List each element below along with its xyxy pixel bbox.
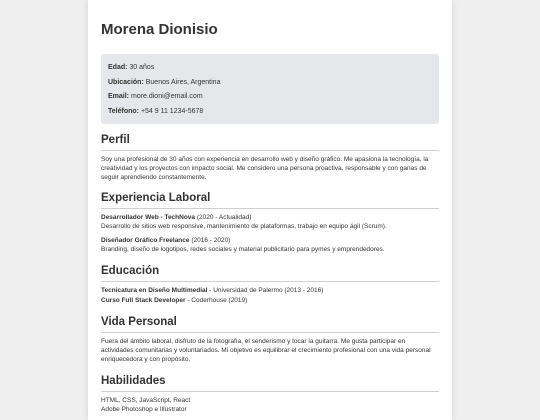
section-title-habilidades: Habilidades xyxy=(101,374,439,392)
section-title-vida-personal: Vida Personal xyxy=(101,315,439,333)
job-item: Desarrollador Web - TechNova (2020 - Actualidad) Desarrollo de sitios web responsive, mantenimiento de plataformas, trabajo en equipo ágil (Scrum). xyxy=(101,214,387,231)
info-edad: Edad: 30 años xyxy=(108,64,155,71)
job-item: Diseñador Gráfico Freelance (2016 - 2020) Branding, diseño de logotipos, redes sociales y material publicitario para pymes y emprendedores. xyxy=(101,236,385,253)
section-habilidades xyxy=(101,374,439,416)
info-email: Email: more.dioni@email.com xyxy=(108,93,203,100)
section-title-educacion: Educación xyxy=(101,264,439,282)
personal-info-box xyxy=(101,54,439,124)
section-perfil xyxy=(101,133,439,182)
section-title-experiencia: Experiencia Laboral xyxy=(101,191,439,209)
section-experiencia xyxy=(101,191,439,254)
skill-item: Adobe Photoshop e Illustrator xyxy=(101,406,187,414)
skill-item: HTML, CSS, JavaScript, React xyxy=(101,396,191,404)
perfil-text: Soy una profesional de 30 años con experiencia en desarrollo web y diseño gráfico. Me apasiona la tecnología, la creatividad y los proyectos con impacto social. Me considero una persona proactiva, responsable y con ganas de seguir aprendiendo constantemente. xyxy=(101,156,429,181)
section-title-perfil: Perfil xyxy=(101,133,439,151)
section-vida-personal xyxy=(101,315,439,364)
vida-text: Fuera del ámbito laboral, disfruto de la fotografía, el senderismo y tocar la guitarra. Me gusta participar en actividades comunitarias y voluntariados. Mi objetivo es equilibrar el crecimiento profesional con una vida personal enriquecedora y con propósito. xyxy=(101,338,431,363)
resume-page xyxy=(88,0,452,420)
education-item: Curso Full Stack Developer - Coderhouse (2019) xyxy=(101,297,248,305)
info-ubicacion: Ubicación: Buenos Aires, Argentina xyxy=(108,78,221,86)
info-telefono: Teléfono: +54 9 11 1234-5678 xyxy=(108,107,204,115)
education-item: Tecnicatura en Diseño Multimedial - Universidad de Palermo (2013 - 2016) xyxy=(101,286,324,294)
section-educacion xyxy=(101,264,439,307)
page-title: Morena Dionisio xyxy=(101,21,218,38)
